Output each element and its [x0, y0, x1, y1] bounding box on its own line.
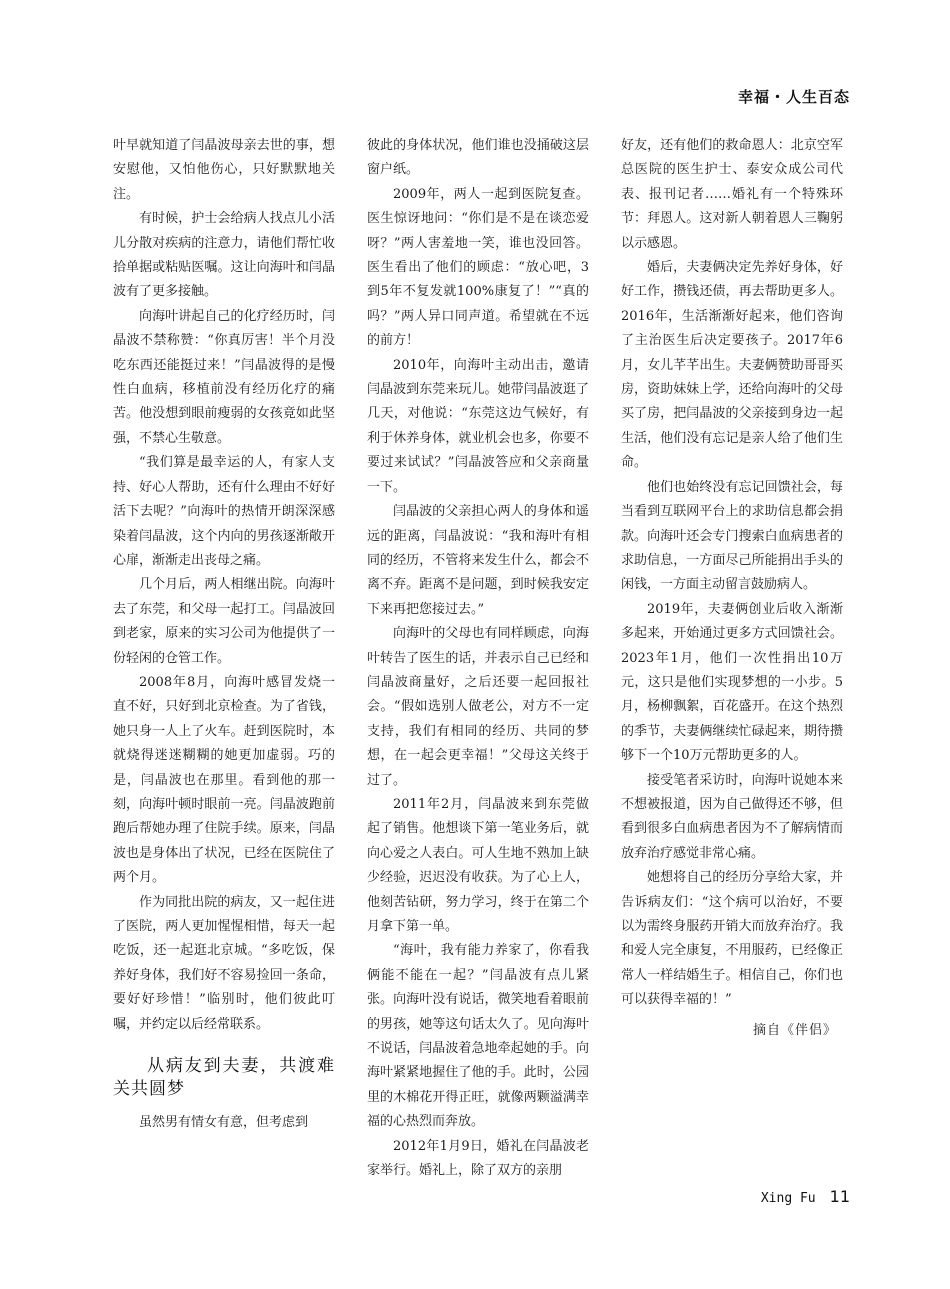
- paragraph: 向海叶讲起自己的化疗经历时，闫晶波不禁称赞：“你真厉害！半个月没吃东西还能挺过来！”闫晶波得的是慢性白血病，移植前没有经历化疗的痛苦。他没想到眼前瘦弱的女孩竟如此坚强，不禁心生敬意。: [113, 308, 335, 446]
- section-heading: 从病友到夫妻，共渡难关共圆梦: [113, 1056, 335, 1100]
- paragraph: 有时候，护士会给病人找点儿小活儿分散对疾病的注意力，请他们帮忙收拾单据或粘贴医嘱。这让向海叶和闫晶波有了更多接触。: [113, 211, 335, 300]
- paragraph: 2008年8月，向海叶感冒发烧一直不好，只好到北京检查。为了省钱，她只身一人上了火车。赶到医院时，本就烧得迷迷糊糊的她更加虚弱。巧的是，闫晶波也在那里。看到他的那一刻，向海叶顿时眼前一亮。闫晶波跑前跑后帮她办理了住院手续。原来，闫晶波也是身体出了状况，已经在医院住了两个月。: [113, 674, 335, 886]
- paragraph: “我们算是最幸运的人，有家人支持、好心人帮助，还有什么理由不好好活下去呢？”向海叶的热情开朗深深感染着闫晶波，这个内向的男孩逐渐敞开心扉，渐渐走出丧母之痛。: [113, 455, 335, 568]
- paragraph: “海叶，我有能力养家了，你看我俩能不能在一起？”闫晶波有点儿紧张。向海叶没有说话，微笑地看着眼前的男孩，她等这句话太久了。见向海叶不说话，闫晶波着急地牵起她的手。向海叶紧紧地握住了他的手。此时，公园里的木棉花开得正旺，就像两颗溢满幸福的心热烈而奔放。: [367, 943, 589, 1130]
- paragraph: 婚后，夫妻俩决定先养好身体，好好工作，攒钱还债，再去帮助更多人。2016年，生活渐渐好起来，他们咨询了主治医生后决定要孩子。2017年6月，女儿芊芊出生。夫妻俩赞助哥哥买房，资助妹妹上学，还给向海叶的父母买了房，把闫晶波的父亲接到身边一起生活，他们没有忘记是亲人给了他们生命。: [621, 260, 843, 471]
- article-column-2: [367, 134, 589, 1183]
- section-title: 幸福・人生百态: [737, 88, 850, 106]
- paragraph: 彼此的身体状况，他们谁也没捅破这层窗户纸。: [367, 138, 589, 178]
- paragraph: 闫晶波的父亲担心两人的身体和遥远的距离，闫晶波说：“我和海叶有相同的经历，不管将来发生什么，都会不离不弃。距离不是问题，到时候我安定下来再把您接过去。”: [367, 504, 589, 617]
- page-footer: [761, 1187, 850, 1206]
- paragraph: 接受笔者采访时，向海叶说她本来不想被报道，因为自己做得还不够，但看到很多白血病患者因为不了解病情而放弃治疗感觉非常心痛。: [621, 772, 843, 861]
- paragraph: 他们也始终没有忘记回馈社会，每当看到互联网平台上的求助信息都会捐款。向海叶还会专门搜索白血病患者的求助信息，一方面尽己所能捐出手头的闲钱，一方面主动留言鼓励病人。: [621, 479, 843, 593]
- magazine-name: Xing Fu: [760, 1191, 816, 1206]
- paragraph: 2011年2月，闫晶波来到东莞做起了销售。他想谈下第一笔业务后，就向心爱之人表白。可人生地不熟加上缺少经验，迟迟没有收获。为了心上人，他刻苦钻研，努力学习，终于在第二个月拿下第一单。: [367, 796, 589, 934]
- article-column-1: [113, 134, 335, 1135]
- article-column-3: [621, 134, 843, 1043]
- paragraph: 虽然男有情女有意，但考虑到: [139, 1115, 309, 1131]
- paragraph: 2012年1月9日，婚礼在闫晶波老家举行。婚礼上，除了双方的亲朋: [367, 1138, 589, 1179]
- paragraph: 作为同批出院的病友，又一起住进了医院，两人更加惺惺相惜，每天一起吃饭，还一起逛北京城。“多吃饭，保养好身体，我们好不容易捡回一条命，要好好珍惜！”临别时，他们彼此叮嘱，并约定以后经常联系。: [113, 894, 335, 1032]
- source-credit: 摘自《伴侣》: [752, 1022, 837, 1038]
- paragraph: 2009年，两人一起到医院复查。医生惊讶地问：“你们是不是在谈恋爱呀？”两人害羞地一笑，谁也没回答。医生看出了他们的顾虑：“放心吧，3到5年不复发就100%康复了！”“真的吗？”两人异口同声道。希望就在不远的前方！: [367, 186, 589, 349]
- paragraph: 2010年，向海叶主动出击，邀请闫晶波到东莞来玩儿。她带闫晶波逛了几天，对他说：“东莞这边气候好，有利于休养身体，就业机会也多，你要不要过来试试？”闫晶波答应和父亲商量一下。: [367, 357, 589, 495]
- paragraph: 好友，还有他们的救命恩人：北京空军总医院的医生护士、泰安众成公司代表、报刊记者……婚礼有一个特殊环节：拜恩人。这对新人朝着恩人三鞠躬以示感恩。: [621, 138, 843, 251]
- paragraph: 几个月后，两人相继出院。向海叶去了东莞，和父母一起打工。闫晶波回到老家，原来的实习公司为他提供了一份轻闲的仓管工作。: [113, 577, 335, 666]
- page-number: 11: [829, 1187, 850, 1206]
- page-header: [738, 86, 850, 107]
- paragraph: 叶早就知道了闫晶波母亲去世的事，想安慰他，又怕他伤心，只好默默地关注。: [113, 138, 335, 202]
- paragraph: 她想将自己的经历分享给大家，并告诉病友们：“这个病可以治好，不要以为需终身服药开销大而放弃治疗。我和爱人完全康复，不用服药，已经像正常人一样结婚生子。相信自己，你们也可以获得幸福的！”: [621, 870, 843, 1008]
- paragraph: 2019年，夫妻俩创业后收入渐渐多起来，开始通过更多方式回馈社会。2023年1月，他们一次性捐出10万元，这只是他们实现梦想的一小步。5月，杨柳飘絮，百花盛开。在这个热烈的季节，夫妻俩继续忙碌起来，期待攒够下一个10万元帮助更多的人。: [621, 601, 843, 764]
- paragraph: 向海叶的父母也有同样顾虑，向海叶转告了医生的话，并表示自己已经和闫晶波商量好，之后还要一起回报社会。“假如选别人做老公，对方不一定支持，我们有相同的经历、共同的梦想，在一起会更幸福！”父母这关终于过了。: [367, 626, 589, 788]
